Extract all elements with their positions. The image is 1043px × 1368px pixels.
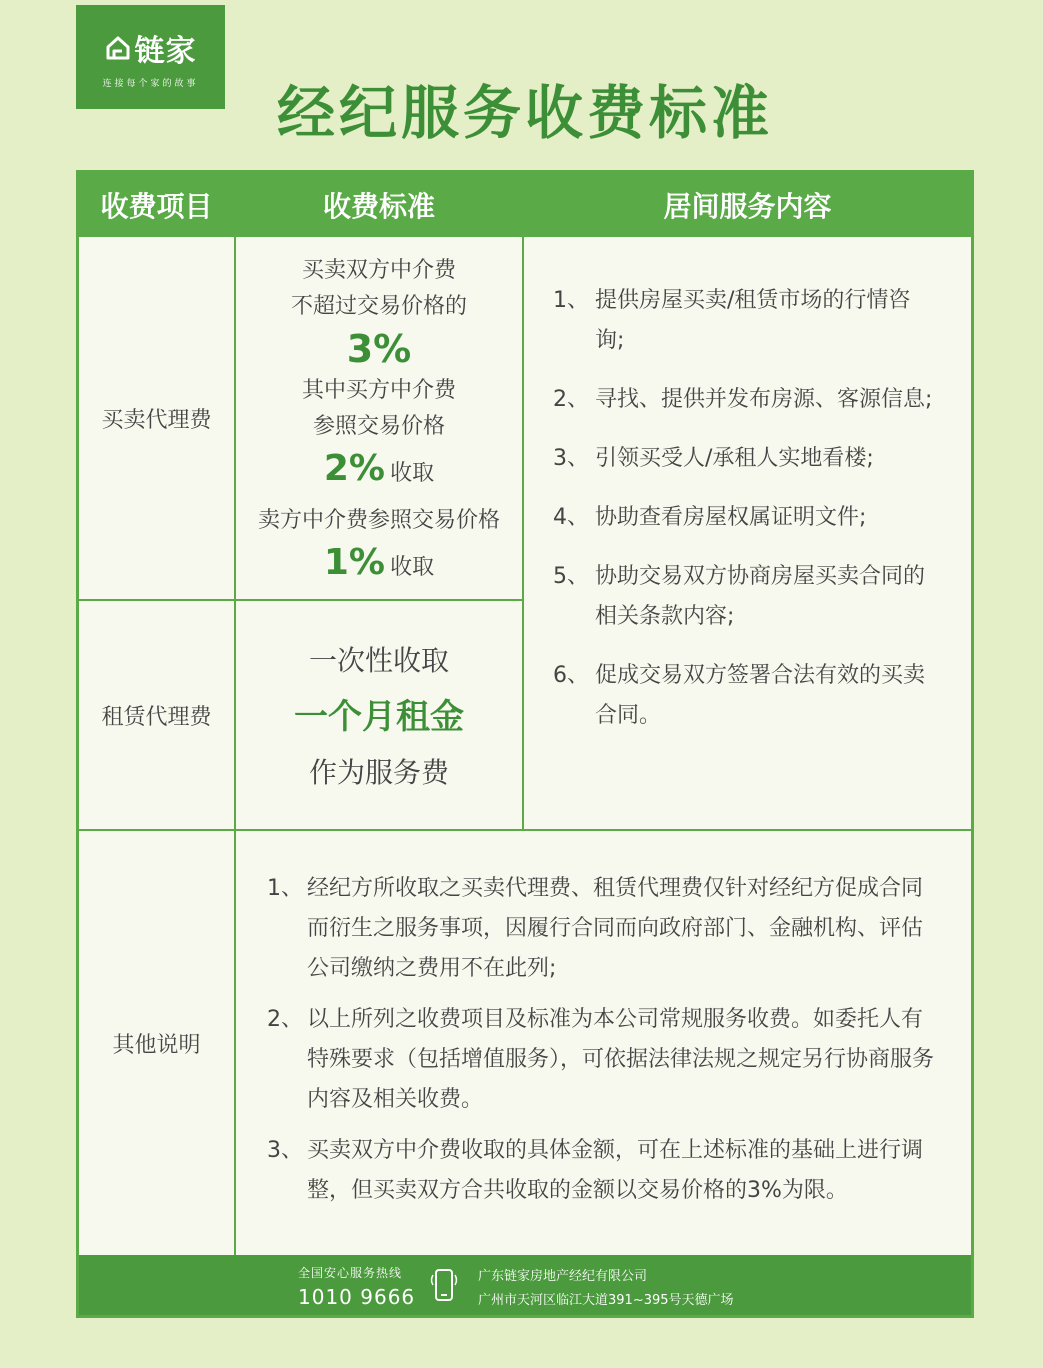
house-icon (105, 35, 131, 61)
footer (79, 1255, 971, 1315)
row-label-sale: 买卖代理费 (101, 407, 212, 433)
fee-table (76, 170, 974, 1318)
list-item: 6、 促成交易双方签署合法有效的买卖合同。 (553, 663, 926, 728)
page-title: 经纪服务收费标准 (276, 79, 773, 147)
sale-line2: 不超过交易价格的 (290, 294, 467, 319)
row-label-rental: 租赁代理费 (101, 704, 212, 730)
list-item: 5、 协助交易双方协商房屋买卖合同的相关条款内容; (553, 564, 926, 629)
company-name: 广东链家房地产经纪有限公司 (478, 1269, 648, 1284)
row-label-notes: 其他说明 (112, 1032, 201, 1058)
rental-highlight: 一个月租金 (294, 697, 464, 737)
header-fee-standard: 收费标准 (236, 173, 522, 237)
hotline-number[interactable]: 1010 9666 (298, 1285, 416, 1309)
notes-list (267, 869, 937, 1222)
hotline-label: 全国安心服务热线 (298, 1266, 403, 1280)
list-item: 3、 买卖双方中介费收取的具体金额，可在上述标准的基础上进行调整，但买卖双方合共收取的金额以交易价格的3%为限。 (267, 1138, 924, 1203)
sale-line4: 参照交易价格 (312, 414, 445, 439)
buyer-rate-suffix: 收取 (390, 461, 435, 486)
sale-line3: 其中买方中介费 (301, 378, 456, 403)
sale-line1: 买卖双方中介费 (301, 258, 456, 283)
sale-line5: 卖方中介费参照交易价格 (257, 508, 500, 533)
header-service-content: 居间服务内容 (524, 173, 971, 237)
list-item: 1、 经纪方所收取之买卖代理费、租赁代理费仅针对经纪方促成合同而衍生之服务事项，因履行合同而向政府部门、金融机构、评估公司缴纳之费用不在此列; (267, 876, 924, 981)
header-fee-item: 收费项目 (79, 173, 234, 237)
divider (522, 173, 524, 831)
sale-fee-standard (236, 253, 522, 593)
brand-name: 链家 (134, 33, 197, 69)
sale-total-rate: 3% (346, 327, 412, 371)
list-item: 2、 寻找、提供并发布房源、客源信息; (553, 387, 933, 412)
list-item: 2、 以上所列之收费项目及标准为本公司常规服务收费。如委托人有特殊要求（包括增值服务），可依据法律法规之规定另行协商服务内容及相关收费。 (267, 1007, 935, 1112)
service-list (553, 281, 937, 755)
phone-icon (429, 1265, 459, 1305)
company-address: 广州市天河区临江大道391~395号天德广场 (478, 1293, 734, 1308)
seller-rate: 1% (323, 542, 385, 583)
rental-fee-standard (236, 633, 522, 801)
buyer-rate: 2% (323, 448, 385, 489)
rental-line2: 作为服务费 (308, 756, 449, 789)
list-item: 1、 提供房屋买卖/租赁市场的行情咨询; (553, 288, 911, 353)
brand-slogan: 连接每个家的故事 (102, 78, 199, 89)
list-item: 4、 协助查看房屋权属证明文件; (553, 505, 867, 530)
seller-rate-suffix: 收取 (390, 555, 435, 580)
rental-line1: 一次性收取 (308, 644, 449, 677)
list-item: 3、 引领买受人/承租人实地看楼; (553, 446, 874, 471)
brand-logo (76, 5, 225, 109)
